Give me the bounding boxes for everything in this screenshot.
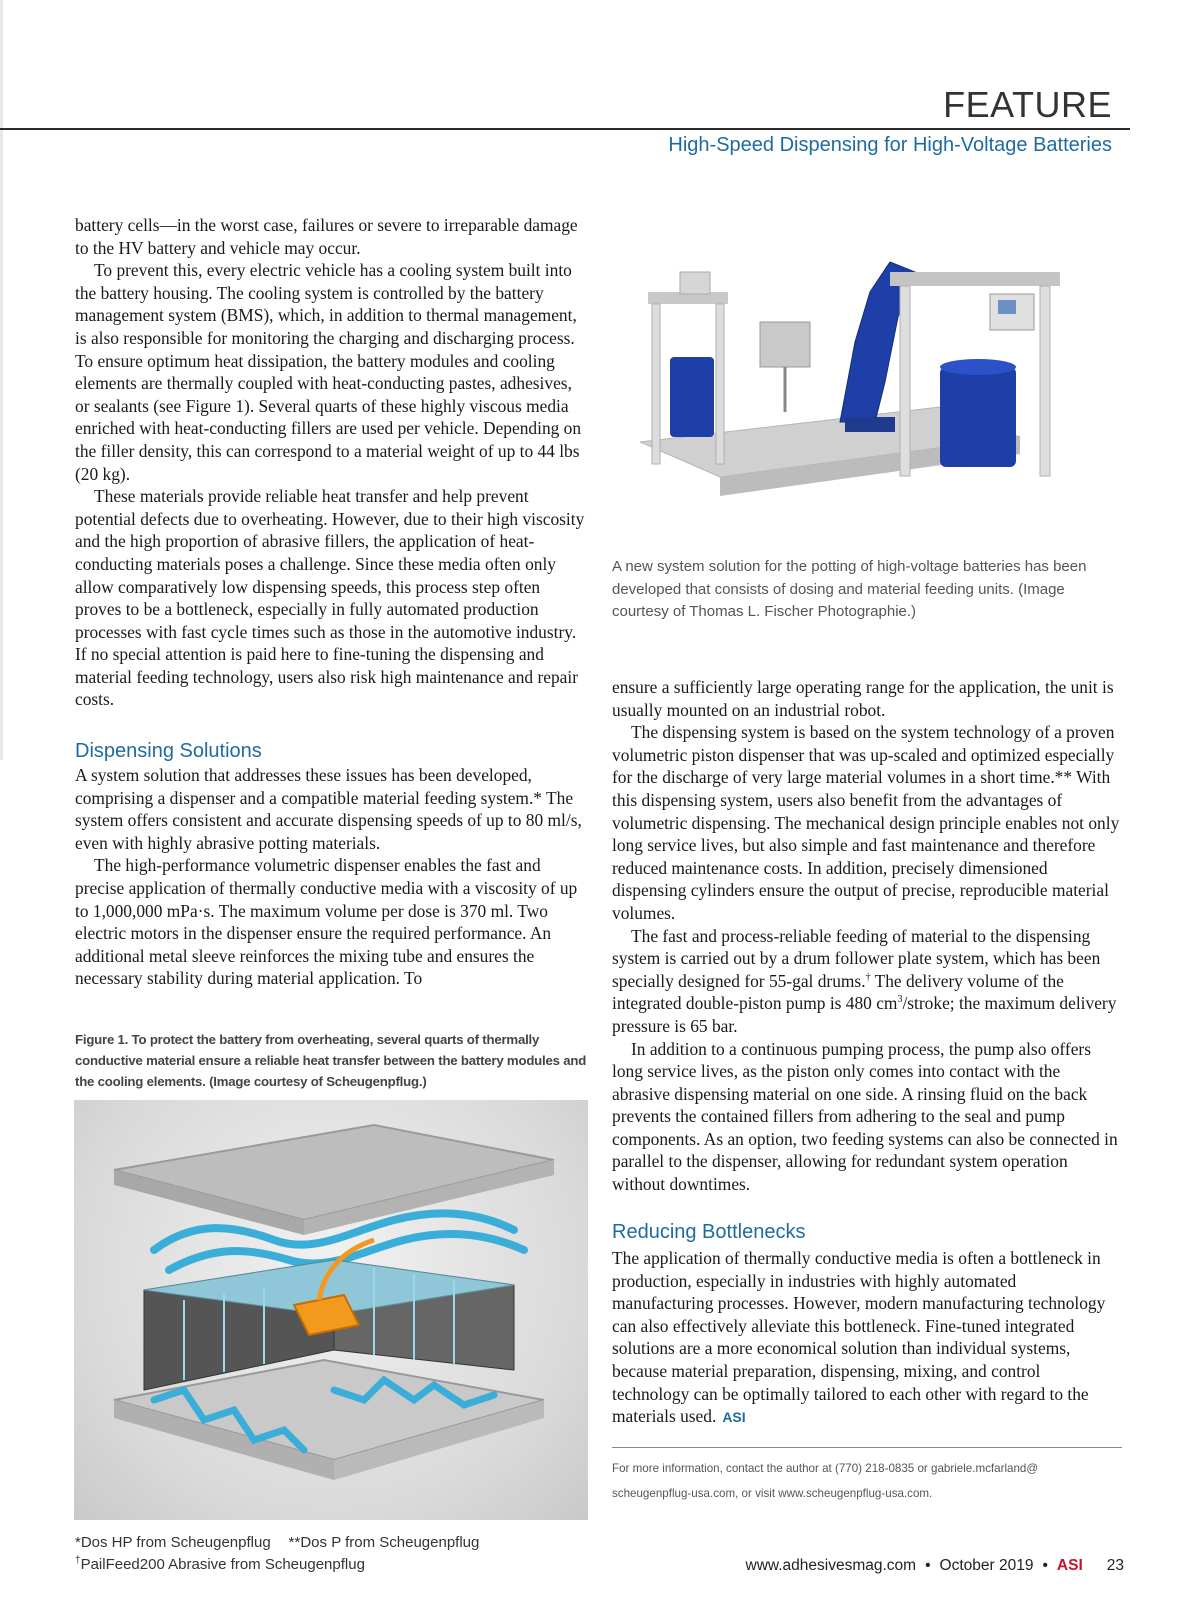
paragraph: To prevent this, every electric vehicle has a cooling system built into the battery housing. The cooling system is controlled by the battery management system (BMS), which, in addition to thermal management, is also responsible for monitoring the charging and discharging process. To ensure optimum heat dissipation, the battery modules and cooling elements are thermally coupled with heat-conducting pastes, adhesives, or sealants (see Figure 1). Several quarts of these highly viscous media enriched with heat-conducting fillers are used per vehicle. Depending on the filler density, this can correspond to a material weight of up to 44 lbs (20 kg). [75,260,582,484]
text-run: The fast and process-reliable feeding of material to the dispensing system is carried out by a drum follower plate system, which has been specially designed for 55-gal drums. [612,925,1101,991]
paragraph-final [612,1247,1120,1429]
right-column-upper [612,676,1120,1196]
right-column-lower [612,1247,1120,1429]
dagger-mark: † [75,1555,81,1566]
contact-line: scheugenpflug-usa.com, or visit www.scheugenpflug-usa.com. [612,1487,933,1500]
footnote-line [75,1532,590,1554]
section-label: FEATURE [943,84,1112,125]
page-footer [746,1557,1124,1575]
photo-caption: A new system solution for the potting of high-voltage batteries has been developed that consists of dosing and material feeding units. (Image courtesy of Thomas L. Fischer Photographie.) [612,558,1087,620]
bullet-separator: • [925,1557,931,1574]
paragraph-feed-system [612,925,1120,1038]
end-mark-asi: ASI [722,1409,746,1426]
footnote: *Dos HP from Scheugenpflug [75,1534,271,1551]
binding-gutter [0,0,3,760]
paragraph: ensure a sufficiently large operating range for the application, the unit is usually mounted on an industrial robot. [612,677,1114,720]
text-run: The delivery volume of the integrated double-piston pump is 480 cm [612,970,1064,1014]
article-title: High-Speed Dispensing for High-Voltage Batteries [668,134,1112,156]
paragraph: battery cells—in the worst case, failures or severe to irreparable damage to the HV battery and vehicle may occur. [75,215,578,258]
dispensing-system-photo [640,232,1120,532]
footer-url: www.adhesivesmag.com [745,1557,917,1574]
footnote: PailFeed200 Abrasive from Scheugenpflug [80,1556,365,1573]
dagger-mark: † [865,971,871,983]
page-number: 23 [1106,1557,1124,1574]
battery-pack-svg [74,1100,588,1520]
figure-1-caption: Figure 1. To protect the battery from overheating, several quarts of thermally conductive material ensure a reliable heat transfer between the battery modules and the cooling elements. (Image courtesy of Scheugenpflug.) [75,1032,587,1089]
left-column-upper [75,214,590,711]
subhead-reducing-bottlenecks: Reducing Bottlenecks [612,1221,806,1243]
paragraph: The high-performance volumetric dispenser enables the fast and precise application of thermally conductive media with a viscosity of up to 1,000,000 mPa·s. The maximum volume per dose is 370 ml. Two electric motors in the dispenser ensure the required performance. An additional metal sleeve reinforces the mixing tube and ensures the necessary stability during material application. To [75,855,578,989]
footnotes [75,1532,590,1576]
battery-pack-illustration [74,1100,588,1520]
paragraph: In addition to a continuous pumping process, the pump also offers long service lives, as the piston only comes into contact with the abrasive dispensing material on one side. A rinsing fluid on the back prevents the contained fillers from adhering to the seal and pump components. As an option, two feeding systems can also be connected in parallel to the dispenser, allowing for redundant system operation without downtimes. [612,1038,1118,1195]
paragraph: A system solution that addresses these issues has been developed, comprising a dispenser and a compatible material feeding system.* The system offers consistent and accurate dispensing speeds of up to 80 ml/s, even with highly abrasive potting materials. [75,765,582,853]
left-column-lower [75,764,590,990]
dispensing-system-svg [640,232,1120,532]
contact-info [612,1456,1122,1506]
bullet-separator: • [1042,1557,1048,1574]
subhead-dispensing-solutions: Dispensing Solutions [75,740,262,762]
text-run: /stroke; the maximum delivery pressure is 65 bar. [612,993,1117,1036]
exponent: 3 [897,994,903,1006]
header-rule [0,128,1130,130]
footer-date: October 2019 [939,1557,1034,1574]
footnote: **Dos P from Scheugenpflug [288,1534,480,1551]
text-run: The application of thermally conductive media is often a bottleneck in production, especially in industries with highly automated manufacturing processes. However, modern manufacturing technology can also effectively alleviate this bottleneck. Fine-tuned integrated solutions are a more economical solution than individual systems, because material preparation, dispensing, mixing, and control technology can be optimally tailored to each other with regard to the materials used. [612,1248,1106,1427]
paragraph: The dispensing system is based on the system technology of a proven volumetric piston dispenser that was up-scaled and optimized especially for the discharge of very large material volumes in a short time.** With this dispensing system, users also benefit from the advantages of volumetric dispensing. The mechanical design principle enables not only long service lives, but also simple and fast maintenance and therefore reduced maintenance costs. In addition, precisely dimensioned dispensing cylinders ensure the output of precise, reproducible material volumes. [612,722,1120,923]
footer-brand: ASI [1056,1557,1083,1574]
contact-divider [612,1447,1122,1448]
footnote-line [75,1554,590,1576]
paragraph: These materials provide reliable heat transfer and help prevent potential defects due to overheating. However, due to their high viscosity and the high proportion of abrasive fillers, the application of heat-conducting materials poses a challenge. Since these media often only allow comparatively low dispensing speeds, this process step often proves to be a bottleneck, especially in fully automated production processes with fast cycle times such as those in the automotive industry. If no special attention is paid here to fine-tuning the dispensing and material feeding technology, users also risk high maintenance and repair costs. [75,486,585,710]
contact-line: For more information, contact the author at (770) 218-0835 or gabriele.mcfarland@ [612,1462,1039,1475]
